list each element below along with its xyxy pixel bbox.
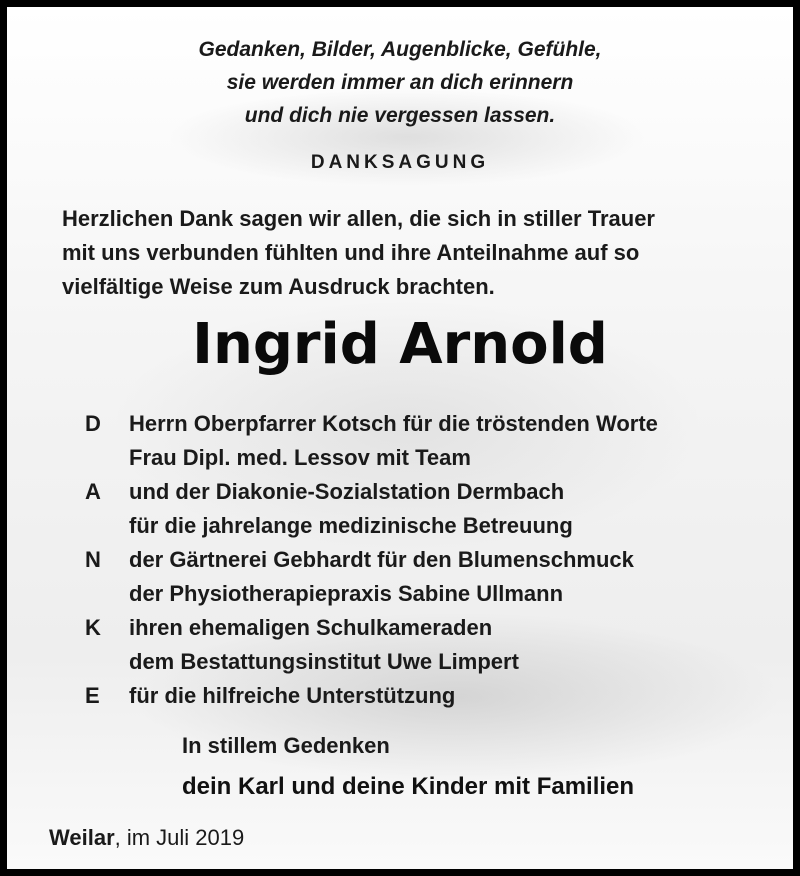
thanks-text: für die jahrelange medizinische Betreuung xyxy=(129,513,573,538)
acrostic-letter: K xyxy=(85,615,101,640)
thanks-text: dem Bestattungsinstitut Uwe Limpert xyxy=(129,649,519,674)
thanks-row xyxy=(7,407,793,441)
acrostic-letter: N xyxy=(85,547,101,572)
intro-line: vielfältige Weise zum Ausdruck brachten. xyxy=(62,274,495,299)
closing-line: In stillem Gedenken xyxy=(182,733,390,758)
thanks-row xyxy=(7,509,793,543)
poem-line: Gedanken, Bilder, Augenblicke, Gefühle, xyxy=(198,38,602,61)
thanks-text: der Physiotherapiepraxis Sabine Ullmann xyxy=(129,581,564,606)
thanks-text: Frau Dipl. med. Lessov mit Team xyxy=(129,445,471,470)
place-date-text: , im Juli 2019 xyxy=(114,825,245,850)
intro-line: Herzlichen Dank sagen wir allen, die sich in stiller Trauer xyxy=(62,206,655,231)
thanks-row xyxy=(7,475,793,509)
place-town: Weilar xyxy=(49,825,115,850)
thanks-row xyxy=(7,679,793,713)
acrostic-letter: E xyxy=(85,683,100,708)
thanks-row xyxy=(7,543,793,577)
poem-line: und dich nie vergessen lassen. xyxy=(244,104,556,127)
acrostic-letter: D xyxy=(85,411,101,436)
deceased-name: Ingrid Arnold xyxy=(192,312,608,377)
thanks-text: der Gärtnerei Gebhardt für den Blumenschmuck xyxy=(129,547,634,572)
thanks-text: Herrn Oberpfarrer Kotsch für die tröstenden Worte xyxy=(129,411,658,436)
thanks-intro xyxy=(62,202,782,304)
memorial-poem xyxy=(7,33,793,132)
intro-line: mit uns verbunden fühlten und ihre Anteilnahme auf so xyxy=(62,240,640,265)
thanks-row xyxy=(7,577,793,611)
thanks-text: ihren ehemaligen Schulkameraden xyxy=(129,615,493,640)
signers: dein Karl und deine Kinder mit Familien xyxy=(182,773,635,800)
place-date xyxy=(49,821,244,855)
thanks-row xyxy=(7,441,793,475)
heading-danksagung: DANKSAGUNG xyxy=(310,152,490,173)
poem-line: sie werden immer an dich erinnern xyxy=(226,71,574,94)
acrostic-letter: A xyxy=(85,479,101,504)
thanks-row xyxy=(7,611,793,645)
thanks-row xyxy=(7,645,793,679)
thanks-text: und der Diakonie-Sozialstation Dermbach xyxy=(129,479,565,504)
thanks-text: für die hilfreiche Unterstützung xyxy=(129,683,456,708)
